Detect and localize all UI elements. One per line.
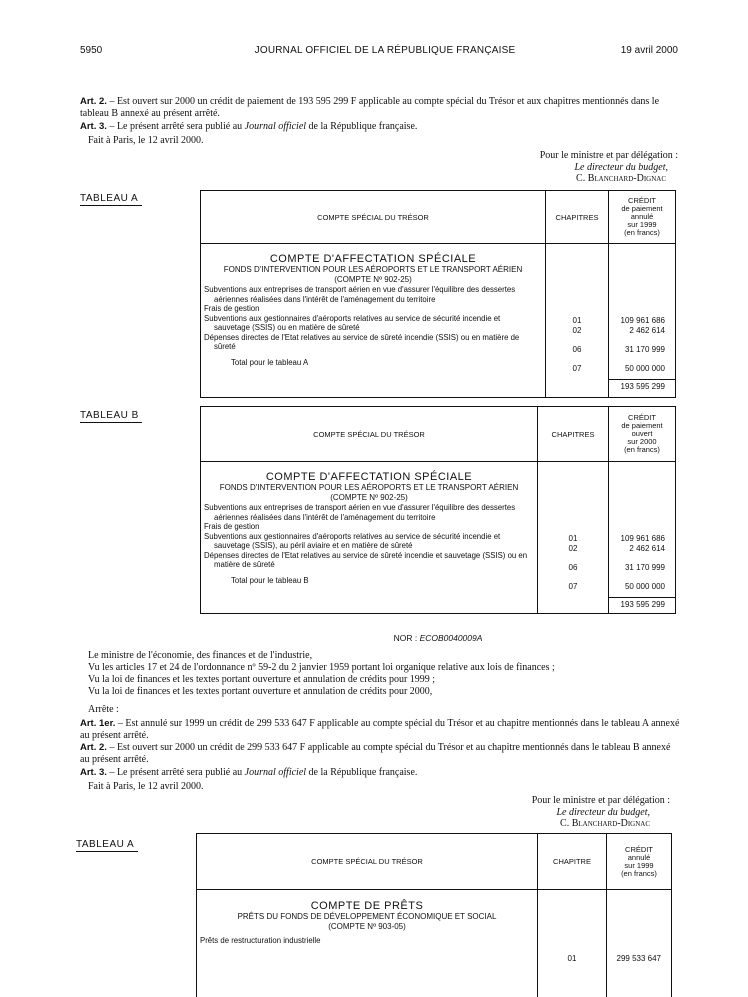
chapter-codes: 01 02 06 07 xyxy=(546,244,609,398)
tableau-a-prets-table xyxy=(196,833,672,997)
tableau-b-table xyxy=(200,406,676,614)
fait-a-paris: Fait à Paris, le 12 avril 2000. xyxy=(88,781,688,793)
amounts: 109 961 686 2 462 614 31 170 999 50 000 000 193 595 299 xyxy=(609,244,676,398)
preamble: Le ministre de l'économie, des finances et de l'industrie, Vu les articles 17 et 24 de l'ordonnance nº 59-2 du 2 janvier 1959 portant loi organique relative aux lois de finances ; Vu la loi de finances et les textes portant ouverture et annulation de crédits pour 1999 ; Vu la loi de finances et les textes portant ouverture et annulation de crédits pour 2000, xyxy=(88,650,688,698)
amounts: 109 961 686 2 462 614 31 170 999 50 000 000 193 595 299 xyxy=(609,462,676,614)
col-header-credit: CRÉDIT annulé sur 1999 (en francs) xyxy=(607,834,672,890)
arrete: Arrête : xyxy=(88,704,688,716)
col-header-account: COMPTE SPÉCIAL DU TRÉSOR xyxy=(201,191,546,244)
total-amount: 193 595 299 xyxy=(609,600,675,610)
section-title: COMPTE D'AFFECTATION SPÉCIALE xyxy=(201,471,537,483)
signature-block: Pour le ministre et par délégation : Le directeur du budget, C. Blanchard-Dignac xyxy=(430,795,670,830)
amounts: 299 533 647 xyxy=(607,890,672,997)
total-label: Total pour le tableau B xyxy=(201,576,537,586)
col-header-account: COMPTE SPÉCIAL DU TRÉSOR xyxy=(201,407,538,462)
table-body: COMPTE D'AFFECTATION SPÉCIALE FONDS D'INTERVENTION POUR LES AÉROPORTS ET LE TRANSPORT AÉRIEN (COMPTE Nº 902-25) Subventions aux entreprises de transport aérien en vue d'assurer l'équilibre des dessertes aériennes réalisées dans l'intérêt de l'aménagement du territoire Frais de gestion Subventions aux gestionnaires d'aéroports relatives au service de sécurité incendie et sauvetage (SSIS), au péril aviaire et en matière de sûreté Dépenses directes de l'Etat relatives au service de sûreté incendie et sauvetage (SSIS) ou en matière de sûreté Total pour le tableau B xyxy=(201,462,538,614)
table-row: Subventions aux entreprises de transport aérien en vue d'assurer l'équilibre des dessertes aériennes réalisées dans l'intérêt de l'aménagement du territoire Frais de gestion Subventions aux gestionnaires d'aéroports relatives au service de sécurité incendie et sauvetage (SSIS), au péril aviaire et en matière de sûreté Dépenses directes de l'Etat relatives au service de sûreté incendie et sauvetage (SSIS) ou en matière de sûreté xyxy=(201,503,537,570)
signature-block: Pour le ministre et par délégation : Le directeur du budget, C. Blanchard-Dignac xyxy=(430,150,678,185)
chapter-codes: 01 xyxy=(538,890,607,997)
header-date: 19 avril 2000 xyxy=(600,45,678,56)
tableau-b-label: TABLEAU B xyxy=(80,410,142,423)
section-title: COMPTE D'AFFECTATION SPÉCIALE xyxy=(201,253,545,265)
article-3: Art. 3. – Le présent arrêté sera publié au Journal officiel de la République française. xyxy=(80,121,680,133)
col-header-credit: CRÉDIT de paiement annulé sur 1999 (en francs) xyxy=(609,191,676,244)
article-2: Art. 2. – Est ouvert sur 2000 un crédit de 299 533 647 F applicable au compte spécial du Trésor et au chapitre mentionnés dans le tableau B annexé au présent arrêté. xyxy=(80,742,680,766)
total-label: Total pour le tableau A xyxy=(201,358,545,368)
article-2: Art. 2. – Est ouvert sur 2000 un crédit de paiement de 193 595 299 F applicable au compte spécial du Trésor et aux chapitres mentionnés dans le tableau B annexé au présent arrêté. xyxy=(80,96,680,120)
col-header-chapter: CHAPITRE xyxy=(538,834,607,890)
col-header-chapters: CHAPITRES xyxy=(546,191,609,244)
article-1: Art. 1er. – Est annulé sur 1999 un crédit de 299 533 647 F applicable au compte spécial du Trésor et au chapitre mentionnés dans le tableau A annexé au présent arrêté. xyxy=(80,718,680,742)
col-header-account: COMPTE SPÉCIAL DU TRÉSOR xyxy=(197,834,538,890)
fait-a-paris: Fait à Paris, le 12 avril 2000. xyxy=(88,135,688,147)
tableau-a-label: TABLEAU A xyxy=(76,839,138,852)
section-title: COMPTE DE PRÊTS xyxy=(197,900,537,912)
article-3: Art. 3. – Le présent arrêté sera publié au Journal officiel de la République française. xyxy=(80,767,680,779)
tableau-a-table xyxy=(200,190,676,398)
table-body: COMPTE D'AFFECTATION SPÉCIALE FONDS D'INTERVENTION POUR LES AÉROPORTS ET LE TRANSPORT AÉRIEN (COMPTE Nº 902-25) Subventions aux entreprises de transport aérien en vue d'assurer l'équilibre des dessertes aériennes réalisées dans l'intérêt de l'aménagement du territoire Frais de gestion Subventions aux gestionnaires d'aéroports relatives au service de sécurité incendie et sauvetage (SSIS) ou en matière de sûreté Dépenses directes de l'Etat relatives au service de sûreté incendie (SSIS) ou en matière de sûreté Total pour le tableau A xyxy=(201,244,546,398)
page-number: 5950 xyxy=(80,45,102,56)
table-row: Subventions aux entreprises de transport aérien en vue d'assurer l'équilibre des dessertes aériennes réalisées dans l'intérêt de l'aménagement du territoire Frais de gestion Subventions aux gestionnaires d'aéroports relatives au service de sécurité incendie et sauvetage (SSIS) ou en matière de sûreté Dépenses directes de l'Etat relatives au service de sûreté incendie (SSIS) ou en matière de sûreté xyxy=(201,285,545,352)
col-header-credit: CRÉDIT de paiement ouvert sur 2000 (en francs) xyxy=(609,407,676,462)
chapter-codes: 01 02 06 07 xyxy=(538,462,609,614)
nor-reference: NOR : ECOB0040009A xyxy=(200,633,676,643)
table-body: COMPTE DE PRÊTS PRÊTS DU FONDS DE DÉVELOPPEMENT ÉCONOMIQUE ET SOCIAL (COMPTE Nº 903-05) Prêts de restructuration industrielle xyxy=(197,890,538,997)
journal-title: JOURNAL OFFICIEL DE LA RÉPUBLIQUE FRANÇAISE xyxy=(250,45,520,56)
col-header-chapters: CHAPITRES xyxy=(538,407,609,462)
tableau-a-label: TABLEAU A xyxy=(80,193,142,206)
table-row: Prêts de restructuration industrielle xyxy=(197,936,537,946)
total-amount: 193 595 299 xyxy=(609,382,675,392)
